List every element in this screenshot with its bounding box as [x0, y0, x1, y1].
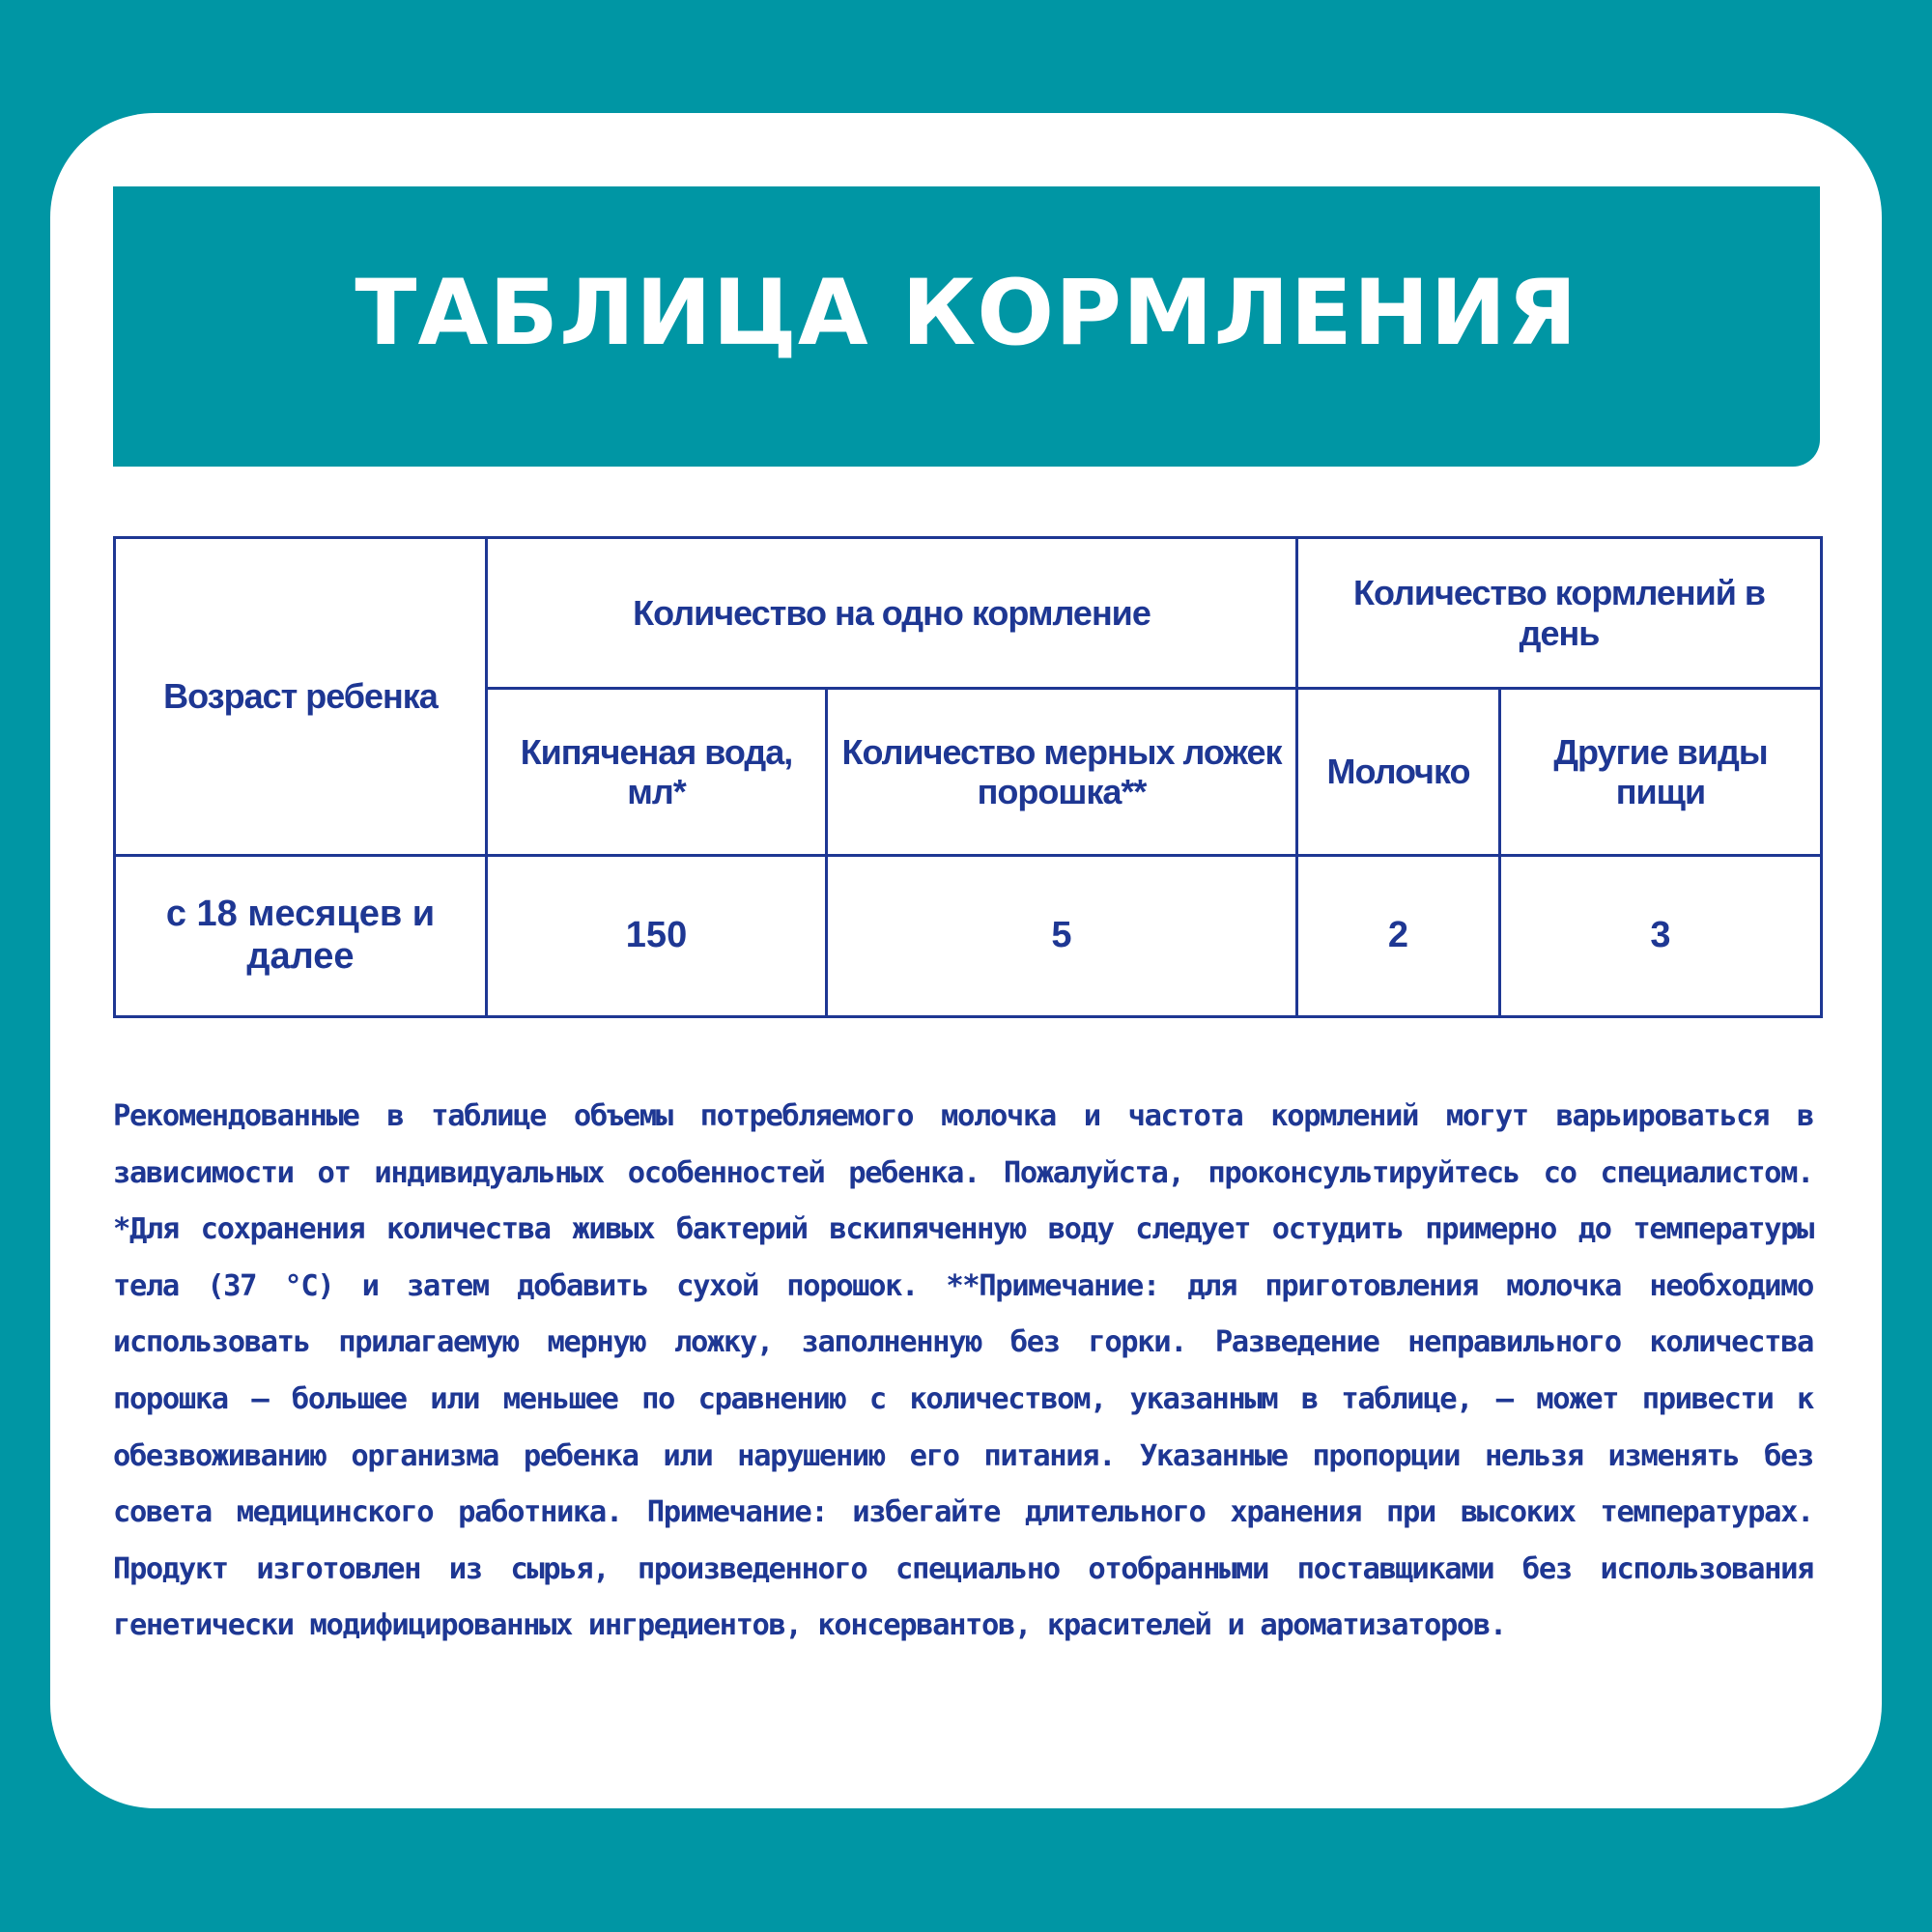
age-cell — [115, 856, 487, 1017]
table-header-row — [115, 538, 1822, 689]
other-food-value: 3 — [1650, 915, 1671, 956]
scoops-header: Количество мерных ложек порошка** — [841, 731, 1282, 811]
footnote-text: Рекомендованные в таблице объемы потребляемого молочка и частота кормлений могут варьироваться в зависимости от индивидуальных особенностей ребенка. Пожалуйста, проконсультируйтесь со специалистом. *Для сохранения количества живых бактерий вскипяченную воду следует остудить примерно до температуры тела (37 °С) и затем добавить сухой порошок. **Примечание: для приготовления молочка необходимо использовать прилагаемую мерную ложку, заполненную без горки. Разведение неправильного количества порошка – большее или меньшее по сравнению с количеством, указанным в таблице, – может привести к обезвоживанию организма ребенка или нарушению его питания. Указанные пропорции нельзя изменять без совета медицинского работника. Примечание: избегайте длительного хранения при высоких температурах. Продукт изготовлен из сырья, произведенного специально отобранными поставщиками без использования генетически модифицированных ингредиентов, консервантов, красителей и ароматизаторов. — [113, 1099, 1813, 1643]
age-value: с 18 месяцев и далее — [165, 894, 436, 977]
feeding-table — [113, 536, 1823, 1018]
water-header: Кипяченая вода, мл* — [520, 731, 793, 811]
per-feeding-group-cell — [487, 538, 1297, 689]
age-header-cell — [115, 538, 487, 856]
milk-value: 2 — [1387, 915, 1409, 956]
water-cell — [487, 856, 827, 1017]
per-day-group-header: Количество кормлений в день — [1352, 573, 1766, 653]
water-header-cell — [487, 689, 827, 856]
milk-cell — [1297, 856, 1500, 1017]
milk-header-cell — [1297, 689, 1500, 856]
page-title: ТАБЛИЦА КОРМЛЕНИЯ — [355, 260, 1578, 366]
scoops-cell — [827, 856, 1297, 1017]
table-row — [115, 856, 1822, 1017]
other-food-header-cell — [1500, 689, 1822, 856]
other-food-header: Другие виды пищи — [1553, 731, 1768, 811]
title-banner — [113, 186, 1820, 467]
other-food-cell — [1500, 856, 1822, 1017]
per-feeding-group-header: Количество на одно кормление — [633, 592, 1151, 633]
scoops-value: 5 — [1051, 915, 1072, 956]
scoops-header-cell — [827, 689, 1297, 856]
age-header: Возраст ребенка — [163, 676, 438, 717]
water-value: 150 — [625, 915, 688, 956]
per-day-group-cell — [1297, 538, 1822, 689]
milk-header: Молочко — [1326, 752, 1470, 792]
